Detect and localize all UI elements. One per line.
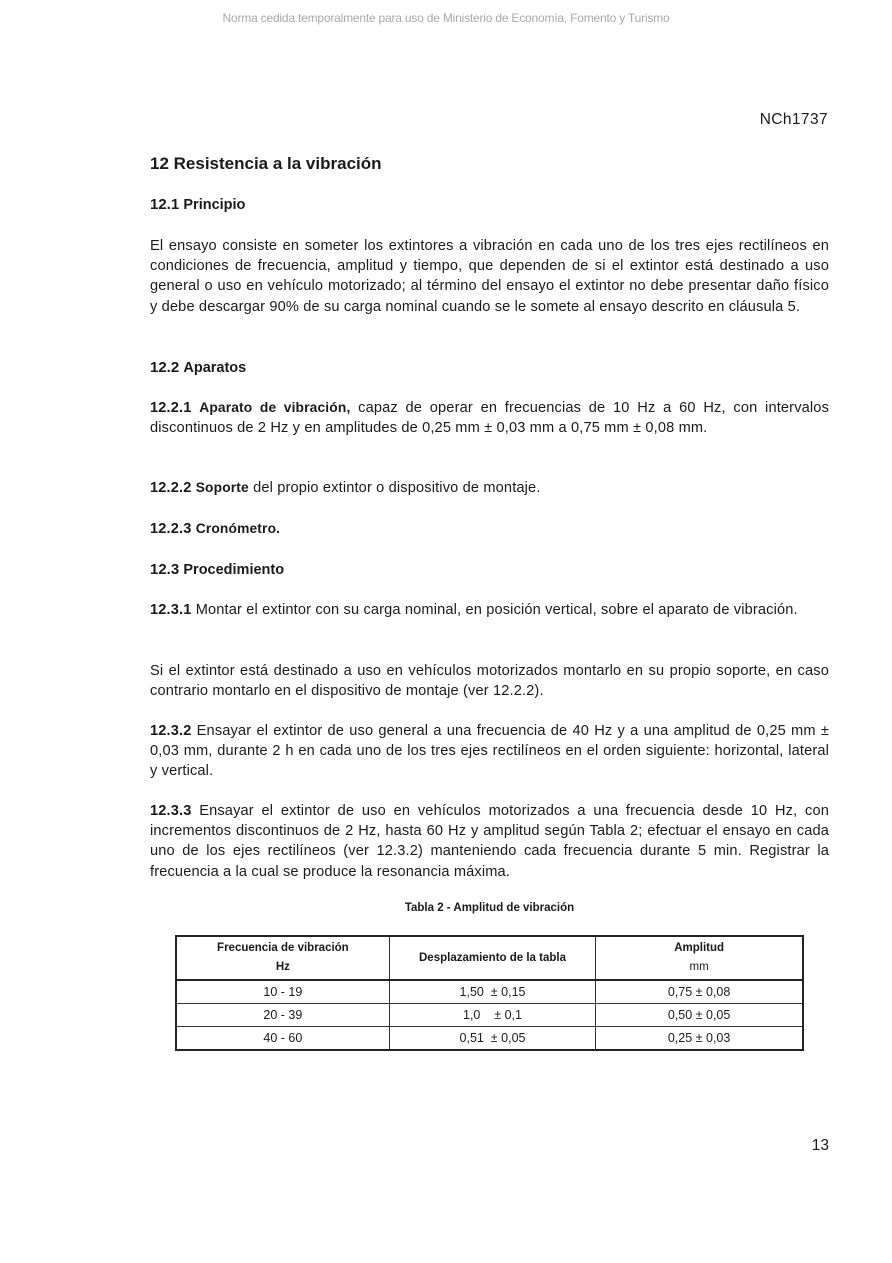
clause-12-3-3 [150, 801, 829, 882]
clause-12-3-1 [150, 600, 829, 620]
section-heading: 12 Resistencia a la vibración [150, 154, 382, 173]
cell-frequency: 40 - 60 [176, 1027, 389, 1051]
cell-amplitude: 0,75 ± 0,08 [596, 980, 803, 1004]
header-unit: mm [689, 961, 709, 973]
clause-number: 12.2.2 [150, 480, 192, 496]
clause-12-2-1 [150, 398, 829, 438]
header-frequency [176, 936, 389, 980]
table-caption: Tabla 2 - Amplitud de vibración [404, 902, 575, 914]
subsection-title: Procedimiento [183, 562, 285, 578]
cell-amplitude: 0,25 ± 0,03 [596, 1027, 803, 1051]
clause-number: 12.3.3 [150, 803, 192, 819]
clause-number: 12.3.1 [150, 602, 192, 618]
clause-12-2-3 [150, 519, 829, 539]
clause-text: del propio extintor o dispositivo de montaje. [248, 480, 541, 496]
clause-12-3-2 [150, 721, 829, 782]
clause-term: Cronómetro. [195, 521, 281, 536]
document-code: NCh1737 [759, 111, 828, 128]
clause-term: Aparato de vibración, [199, 400, 351, 415]
table-row [176, 1004, 803, 1027]
clause-text: Ensayar el extintor de uso general a una frecuencia de 40 Hz y a una amplitud de 0,25 mm ± 0,03 mm, durante 2 h en cada uno de los tres ejes rectilíneos en el orden siguiente: horizontal, lateral y vertical. [150, 723, 829, 780]
subsection-heading-procedimiento [150, 559, 829, 581]
cell-amplitude: 0,50 ± 0,05 [596, 1004, 803, 1027]
subsection-heading-principio [150, 194, 829, 216]
subsection-number: 12.2 [150, 359, 180, 376]
principio-paragraph: El ensayo consiste en someter los extintores a vibración en cada uno de los tres ejes rectilíneos en condiciones de frecuencia, amplitud y tiempo, que dependen de si el extintor está destinado a uso general o uso en vehículo motorizado; al término del ensayo el extintor no debe presentar daño físico y debe descargar 90% de su carga nominal cuando se le somete al ensayo descrito en cláusula 5. [150, 238, 829, 315]
subsection-title: Aparatos [183, 360, 247, 376]
amplitude-table [175, 935, 804, 1051]
header-line: Desplazamiento de la tabla [419, 951, 566, 964]
header-amplitude [596, 936, 803, 980]
header-displacement [389, 936, 595, 980]
clause-12-3-1-note [150, 661, 829, 701]
subsection-number: 12.3 [150, 561, 180, 578]
table-row [176, 980, 803, 1004]
clause-number: 12.3.2 [150, 723, 192, 739]
table-header-row [176, 936, 803, 980]
subsection-heading-aparatos [150, 357, 829, 379]
page-number: 13 [811, 1137, 829, 1154]
header-line: Amplitud [674, 942, 725, 954]
clause-text: Montar el extintor con su carga nominal, en posición vertical, sobre el aparato de vibración. [191, 602, 798, 618]
clause-text: capaz de operar en frecuencias de 10 Hz a 60 Hz, con intervalos discontinuos de 2 Hz y en amplitudes de 0,25 mm ± 0,03 mm a 0,75 mm ± 0,08 mm. [150, 400, 830, 437]
cell-displacement: 1,50 ± 0,15 [389, 980, 595, 1004]
cell-displacement: 0,51 ± 0,05 [389, 1027, 595, 1051]
clause-text: Ensayar el extintor de uso en vehículos motorizados a una frecuencia desde 10 Hz, con incrementos discontinuos de 2 Hz, hasta 60 Hz y amplitud según Tabla 2; efectuar el ensayo en cada uno de los ejes rectilíneos (ver 12.3.2) manteniendo cada frecuencia durante 5 min. Registrar la frecuencia a la cual se produce la resonancia máxima. [150, 803, 829, 880]
clause-number: 12.2.3 [150, 521, 192, 537]
subsection-number: 12.1 [150, 196, 180, 213]
subsection-title: Principio [183, 197, 246, 213]
watermark: Norma cedida temporalmente para uso de Ministerio de Economía, Fomento y Turismo [222, 11, 670, 25]
cell-frequency: 10 - 19 [176, 980, 389, 1004]
cell-displacement: 1,0 ± 0,1 [389, 1004, 595, 1027]
cell-frequency: 20 - 39 [176, 1004, 389, 1027]
clause-12-2-2 [150, 478, 829, 498]
clause-text: Si el extintor está destinado a uso en vehículos motorizados montarlo en su propio soporte, en caso contrario montarlo en el dispositivo de montaje (ver 12.2.2). [150, 663, 829, 700]
clause-term: Soporte [195, 480, 249, 495]
clause-number: 12.2.1 [150, 400, 192, 416]
header-line: Frecuencia de vibración [217, 942, 349, 954]
header-unit: Hz [275, 961, 290, 973]
table-row [176, 1027, 803, 1051]
